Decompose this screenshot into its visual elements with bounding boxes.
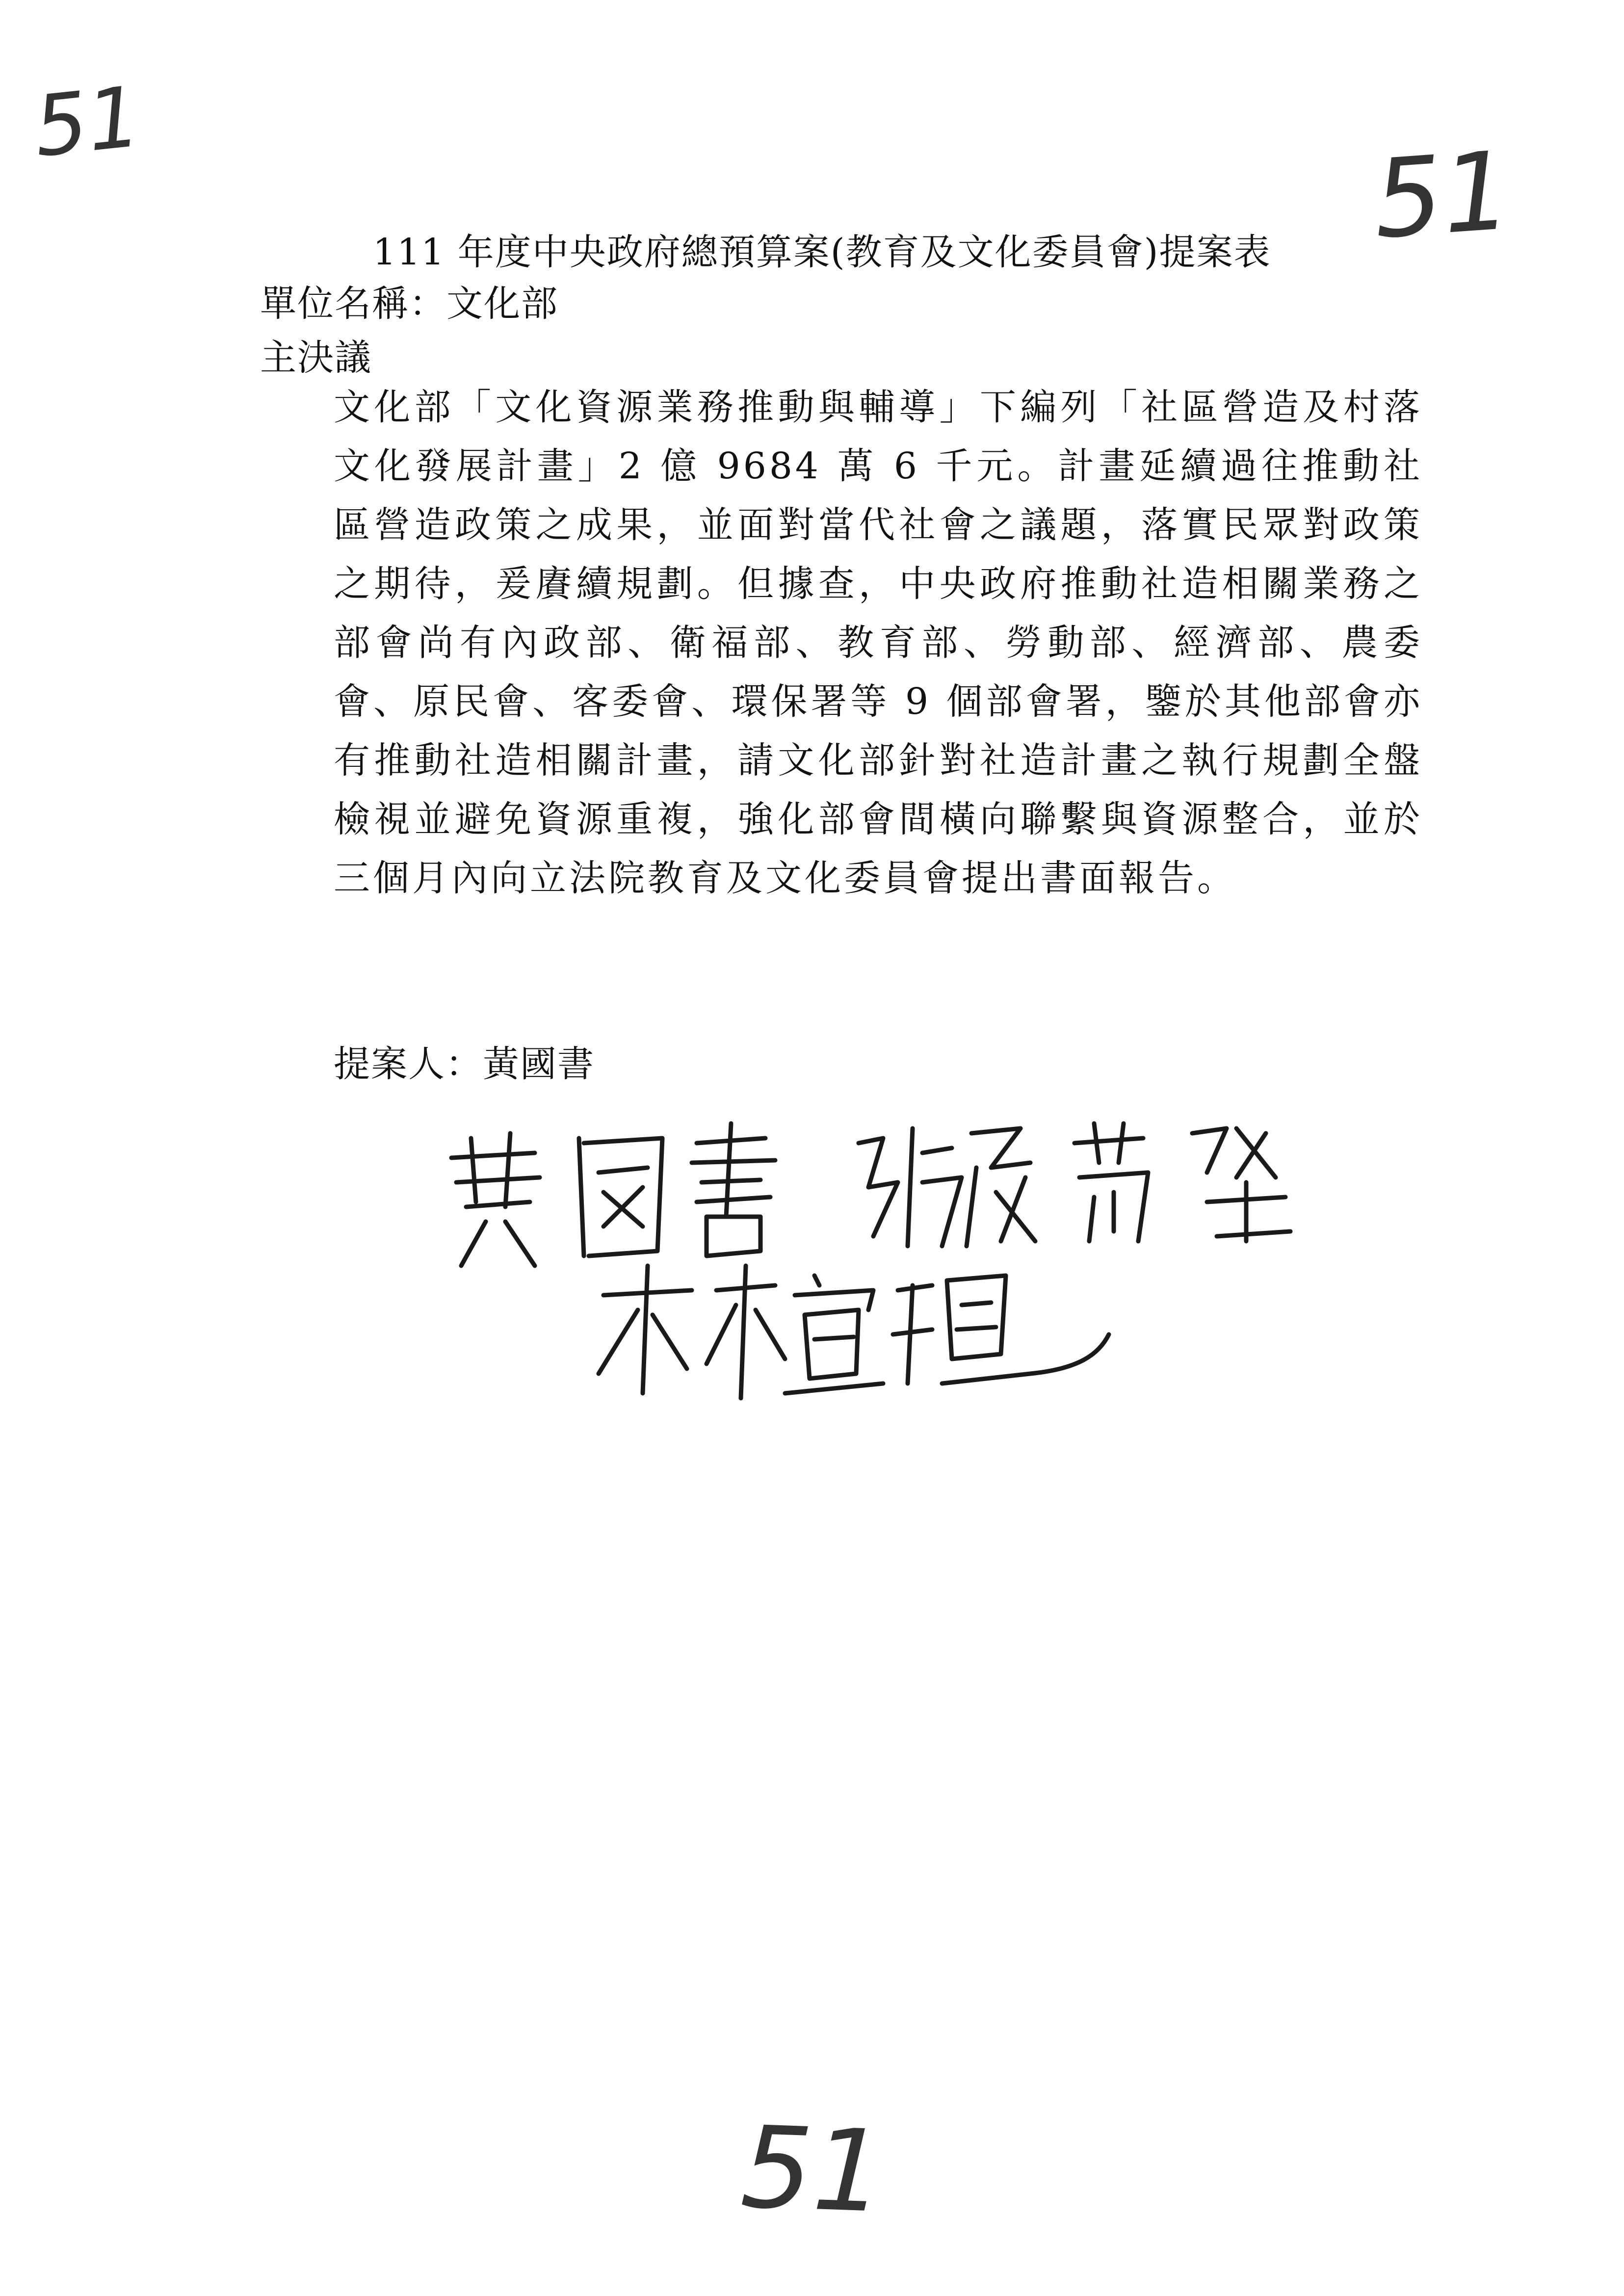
- page-number-mark-bottom: 51: [738, 2102, 887, 2239]
- signature-2: [859, 1123, 1290, 1246]
- document-title: 111 年度中央政府總預算案(教育及文化委員會)提案表: [373, 231, 1271, 273]
- resolution-body: [334, 378, 1423, 908]
- signature-1: [451, 1123, 775, 1266]
- resolution-heading: 主決議: [260, 337, 372, 379]
- signature-3: [599, 1266, 1109, 1398]
- page-number-mark-top-right: 51: [1369, 128, 1516, 263]
- page-number-mark-top-left: 51: [29, 68, 146, 176]
- proposer-line: 提案人：黃國書: [334, 1043, 595, 1085]
- resolution-body-text: 文化部「文化資源業務推動與輔導」下編列「社區營造及村落文化發展計畫」2 億 9684 萬 6 千元。計畫延續過往推動社區營造政策之成果，並面對當代社會之議題，落實民眾對政策之期待，爰賡續規劃。但據查，中央政府推動社造相關業務之部會尚有內政部、衛福部、教育部、勞動部、經濟部、農委會、原民會、客委會、環保署等 9 個部會署，鑒於其他部會亦有推動社造相關計畫，請文化部針對社造計畫之執行規劃全盤檢視並避免資源重複，強化部會間橫向聯繫與資源整合，並於三個月內向立法院教育及文化委員會提出書面報告。: [334, 386, 1423, 899]
- unit-name-line: 單位名稱：文化部: [260, 283, 558, 325]
- handwritten-signatures: [442, 1079, 1423, 1423]
- signature-drawing: [442, 1079, 1423, 1423]
